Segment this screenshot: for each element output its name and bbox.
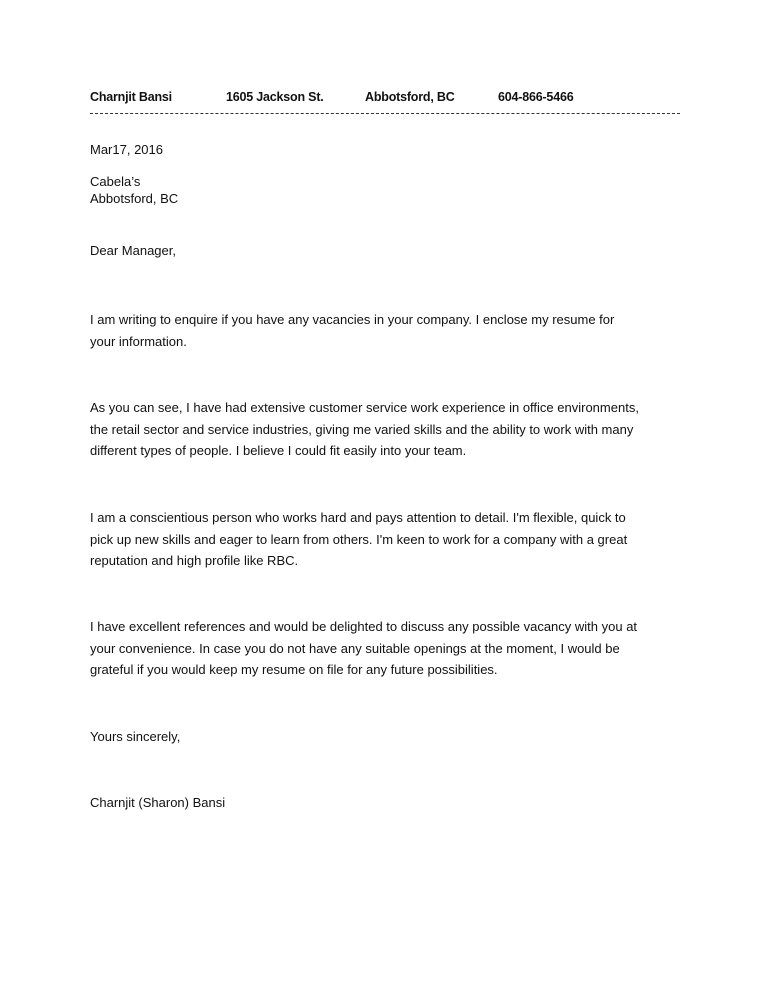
paragraph-line: the retail sector and service industries, giving me varied skills and the ability to work with many (90, 421, 634, 437)
paragraph-2 (90, 397, 690, 462)
paragraph-1 (90, 309, 690, 352)
sender-phone: 604-866-5466 (498, 90, 574, 104)
letter-date: Mar17, 2016 (90, 142, 163, 157)
recipient-city: Abbotsford, BC (90, 191, 179, 206)
paragraph-line: different types of people. I believe I could fit easily into your team. (90, 443, 467, 458)
closing: Yours sincerely, (90, 729, 181, 744)
sender-street: 1605 Jackson St. (226, 90, 324, 104)
paragraph-line: I am a conscientious person who works hard and pays attention to detail. I'm flexible, quick to (90, 510, 626, 525)
paragraph-line: I am writing to enquire if you have any vacancies in your company. I enclose my resume for (90, 312, 615, 327)
salutation: Dear Manager, (90, 243, 176, 258)
paragraph-line: your convenience. In case you do not have any suitable openings at the moment, I would be (90, 640, 620, 656)
header-divider (90, 113, 680, 114)
paragraph-line: pick up new skills and eager to learn from others. I'm keen to work for a company with a great (90, 531, 628, 547)
sender-city: Abbotsford, BC (365, 90, 455, 104)
paragraph-line: reputation and high profile like RBC. (90, 553, 299, 568)
paragraph-line: your information. (90, 333, 187, 349)
paragraph-3 (90, 507, 690, 572)
paragraph-line: As you can see, I have had extensive customer service work experience in office environments, (90, 400, 639, 415)
paragraph-line: I have excellent references and would be delighted to discuss any possible vacancy with you at (90, 619, 638, 634)
recipient-company: Cabela’s (90, 174, 141, 189)
signature-name: Charnjit (Sharon) Bansi (90, 795, 226, 810)
paragraph-4 (90, 616, 690, 681)
sender-name: Charnjit Bansi (90, 90, 172, 104)
letterhead (90, 90, 690, 108)
paragraph-line: grateful if you would keep my resume on file for any future possibilities. (90, 662, 498, 677)
